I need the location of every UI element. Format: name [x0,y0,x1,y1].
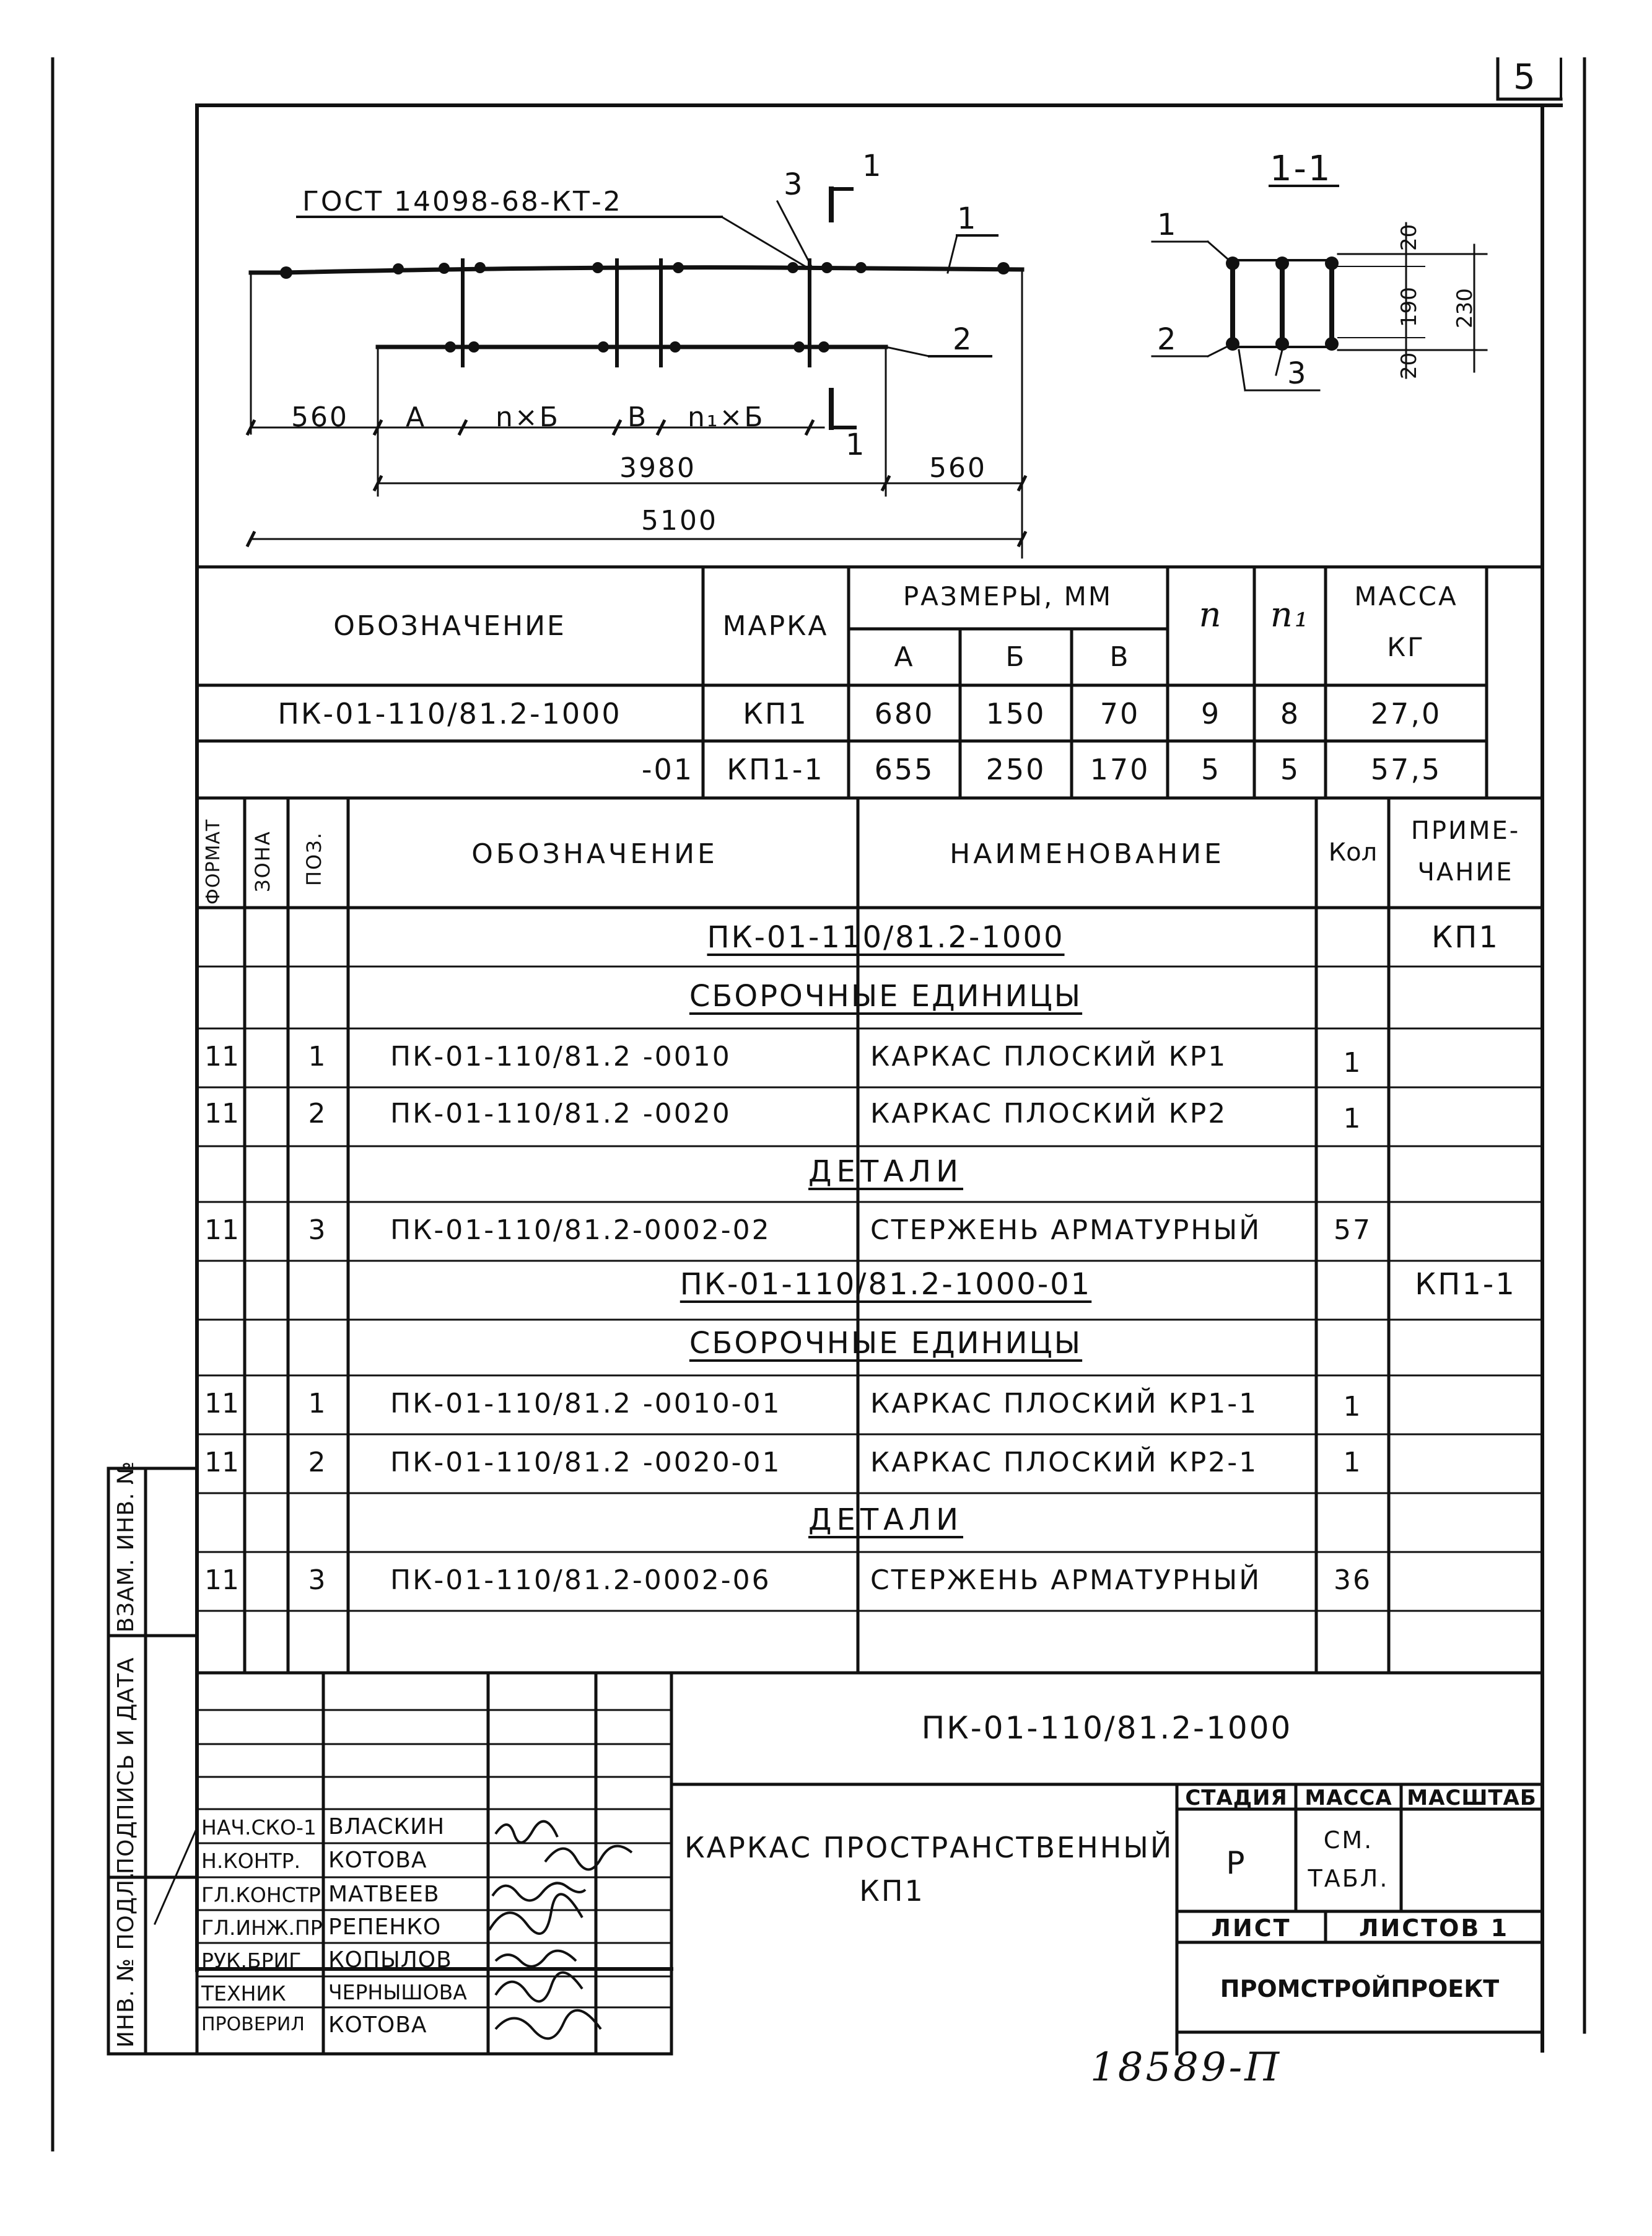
side-stamp-vzam-inv: ВЗАМ. ИНВ. № [113,1460,139,1633]
spec-header-format: ФОРМАТ [203,818,224,905]
title-block-title-line-2: КП1 [859,1874,925,1908]
spec-row-4-pos: 1 [308,1388,328,1419]
spec-row-5-qty: 1 [1343,1447,1363,1478]
section-dim-20-top: 20 [1397,224,1422,251]
staff-2-name: КОТОВА [328,1848,427,1873]
variant-row-1-n: 9 [1200,697,1222,730]
spec-group-2-title: ПК-01-110/81.2-1000-01 [680,1267,1092,1302]
spec-row-5-designation: ПК-01-110/81.2 -0020-01 [390,1447,782,1478]
gost-label: ГОСТ 14098-68-КТ-2 [302,186,623,217]
cut-marker-top: 1 [862,149,883,183]
spec-row-1-name: КАРКАС ПЛОСКИЙ КР1 [870,1041,1228,1072]
variants-header-size-v: В [1109,641,1130,673]
side-stamp-inv-podl: ИНВ. № ПОДЛ. [113,1871,139,2048]
variants-header-size-b: Б [1005,641,1026,673]
variant-row-2-b: 250 [986,753,1046,786]
spec-group-2-note: КП1-1 [1415,1267,1516,1302]
title-block-sheets-label: ЛИСТОВ 1 [1358,1914,1510,1942]
side-stamp-podpis-data: ПОДПИСЬ И ДАТА [113,1657,139,1874]
cut-marker-bottom: 1 [846,427,867,462]
spec-row-1-qty: 1 [1343,1047,1363,1079]
spec-row-2-format: 11 [204,1098,239,1129]
staff-5-name: КОПЫЛОВ [328,1947,452,1973]
section-dim-20-bottom: 20 [1397,352,1422,379]
dim-v: В [627,401,649,433]
staff-7-role: ПРОВЕРИЛ [201,2014,305,2035]
spec-assembly-units-2: СБОРОЧНЫЕ ЕДИНИЦЫ [689,1326,1083,1361]
spec-row-2-designation: ПК-01-110/81.2 -0020 [390,1098,732,1129]
variant-row-2-designation: -01 [641,753,694,786]
spec-row-1-designation: ПК-01-110/81.2 -0010 [390,1041,732,1072]
title-block-sheet-label: ЛИСТ [1211,1914,1291,1942]
spec-row-6-name: СТЕРЖЕНЬ АРМАТУРНЫЙ [870,1564,1262,1596]
spec-row-4-qty: 1 [1343,1391,1363,1423]
dim-n1-times-b: n₁×Б [688,401,765,433]
spec-row-2-pos: 2 [308,1098,328,1129]
variant-row-1-n1: 8 [1280,697,1301,730]
staff-4-role: ГЛ.ИНЖ.ПР [201,1916,323,1940]
title-block-designation: ПК-01-110/81.2-1000 [921,1710,1293,1746]
staff-6-name: ЧЕРНЫШОВА [328,1980,467,2004]
section-dim-190: 190 [1397,287,1422,327]
page-number: 5 [1513,57,1537,97]
variant-row-2-mass: 57,5 [1370,753,1442,786]
variants-header-mass-2: КГ [1387,632,1425,662]
spec-header-note-2: ЧАНИЕ [1417,858,1514,887]
dim-3980: 3980 [619,452,696,484]
spec-group-1-note: КП1 [1431,920,1500,955]
spec-row-4-name: КАРКАС ПЛОСКИЙ КР1-1 [870,1388,1259,1419]
spec-header-zone: ЗОНА [251,830,274,892]
spec-header-name: НАИМЕНОВАНИЕ [950,838,1225,870]
variant-row-2-n: 5 [1200,753,1222,786]
dim-560-left: 560 [291,401,349,433]
variant-row-1-v: 70 [1099,697,1140,730]
staff-1-name: ВЛАСКИН [328,1814,445,1839]
title-block-title-line-1: КАРКАС ПРОСТРАНСТВЕННЫЙ [684,1831,1174,1864]
archive-number: 18589-П [1090,2045,1282,2090]
spec-row-1-format: 11 [204,1041,239,1072]
variants-header-sizes: РАЗМЕРЫ, ММ [902,581,1113,612]
title-block-scale-label: МАСШТАБ [1407,1786,1537,1810]
staff-3-role: ГЛ.КОНСТР [201,1883,321,1907]
spec-row-6-qty: 36 [1334,1564,1372,1596]
dim-560-right: 560 [929,452,987,484]
variants-header-n: n [1199,595,1223,635]
position-2-label: 2 [953,322,974,357]
variant-row-2-v: 170 [1090,753,1150,786]
spec-row-5-pos: 2 [308,1447,328,1478]
title-block-stage-label: СТАДИЯ [1185,1786,1288,1810]
position-1-label: 1 [957,201,978,236]
dim-5100: 5100 [641,505,718,537]
variants-header-mark: МАРКА [722,610,829,642]
spec-header-pos: ПОЗ. [302,831,326,886]
spec-row-6-format: 11 [204,1564,239,1596]
spec-row-6-designation: ПК-01-110/81.2-0002-06 [390,1564,771,1596]
staff-1-role: НАЧ.СКО-1 [201,1815,317,1839]
spec-details-2: ДЕТАЛИ [808,1502,963,1537]
staff-4-name: РЕПЕНКО [328,1914,442,1940]
variants-header-size-a: А [894,641,915,673]
variant-row-1-a: 680 [874,697,935,730]
spec-row-5-name: КАРКАС ПЛОСКИЙ КР2-1 [870,1447,1259,1478]
spec-row-2-qty: 1 [1343,1103,1363,1134]
staff-2-role: Н.КОНТР. [201,1849,301,1873]
title-block-mass-value-2: ТАБЛ. [1308,1865,1389,1892]
staff-5-role: РУК.БРИГ [201,1949,302,1973]
variant-row-1-designation: ПК-01-110/81.2-1000 [278,697,622,730]
title-block-mass-label: МАССА [1305,1786,1392,1810]
title-block-mass-value-1: СМ. [1323,1826,1374,1854]
title-block-stage-value: Р [1226,1845,1247,1881]
variants-header-mass-1: МАССА [1354,581,1458,612]
spec-header-note-1: ПРИМЕ- [1410,817,1521,845]
spec-row-3-qty: 57 [1334,1214,1372,1246]
section-position-1: 1 [1157,208,1178,242]
variant-row-1-mark: КП1 [743,697,808,730]
spec-row-4-format: 11 [204,1388,239,1419]
spec-row-2-name: КАРКАС ПЛОСКИЙ КР2 [870,1098,1228,1129]
spec-row-3-format: 11 [204,1214,239,1246]
variant-row-2-n1: 5 [1280,753,1301,786]
variants-header-n1: n₁ [1270,595,1311,635]
spec-row-3-name: СТЕРЖЕНЬ АРМАТУРНЫЙ [870,1214,1262,1246]
section-dim-230: 230 [1453,288,1477,328]
spec-details-1: ДЕТАЛИ [808,1154,963,1189]
staff-7-name: КОТОВА [328,2012,427,2038]
section-position-3: 3 [1287,356,1308,391]
spec-header-qty: Кол [1328,838,1378,867]
spec-assembly-units-1: СБОРОЧНЫЕ ЕДИНИЦЫ [689,979,1083,1014]
variant-row-1-mass: 27,0 [1370,697,1442,730]
spec-row-1-pos: 1 [308,1041,328,1072]
spec-row-5-format: 11 [204,1447,239,1478]
section-position-2: 2 [1157,322,1178,357]
staff-6-role: ТЕХНИК [201,1981,286,2006]
variant-row-1-b: 150 [986,697,1046,730]
spec-row-3-pos: 3 [308,1214,328,1246]
position-3-label: 3 [784,167,805,202]
spec-group-1-title: ПК-01-110/81.2-1000 [707,920,1065,955]
spec-row-4-designation: ПК-01-110/81.2 -0010-01 [390,1388,782,1419]
variants-header-designation: ОБОЗНАЧЕНИЕ [333,610,566,642]
variant-row-2-a: 655 [874,753,935,786]
staff-3-name: МАТВЕЕВ [328,1882,440,1907]
spec-row-3-designation: ПК-01-110/81.2-0002-02 [390,1214,771,1246]
variant-row-2-mark: КП1-1 [727,753,824,786]
spec-header-designation: ОБОЗНАЧЕНИЕ [471,838,718,870]
dim-a: A [406,401,427,433]
spec-row-6-pos: 3 [308,1564,328,1596]
dim-n-times-b: n×Б [496,401,560,433]
section-title: 1-1 [1270,149,1332,189]
title-block-organization: ПРОМСТРОЙПРОЕКТ [1220,1975,1500,2002]
